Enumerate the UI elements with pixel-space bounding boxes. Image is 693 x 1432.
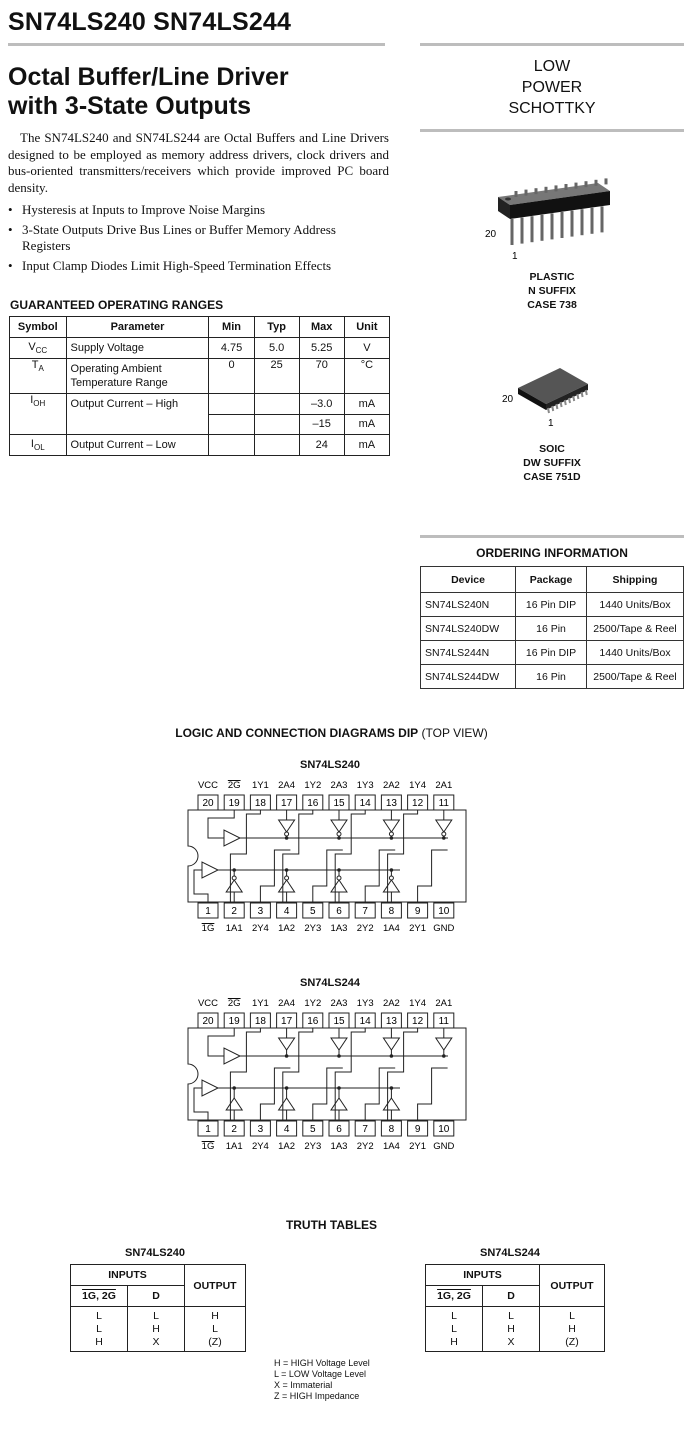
pin-label: 1Y3 <box>356 998 374 1009</box>
shipping-cell: 1440 Units/Box <box>587 593 684 617</box>
table-row <box>421 641 684 665</box>
max-cell: 70 <box>299 359 344 394</box>
max-cell: 24 <box>299 435 344 456</box>
soic-lead <box>548 408 549 413</box>
pin-number: 11 <box>438 798 449 809</box>
pin-number: 12 <box>412 1016 424 1027</box>
junction-dot <box>232 868 236 872</box>
pin-number: 20 <box>202 798 214 809</box>
pin-label: 1G <box>201 1141 215 1152</box>
sn74ls244-connection-diagram <box>180 992 480 1157</box>
pin-label: 2Y1 <box>409 1141 427 1152</box>
soic-lead <box>552 406 553 411</box>
symbol-cell: $I_{OH}$ <box>10 394 67 415</box>
pin-number: 7 <box>362 906 368 917</box>
junction-dot <box>337 868 341 872</box>
pin-number: 4 <box>283 906 290 917</box>
feature-item <box>8 202 368 219</box>
inputs-header: INPUTS <box>426 1265 540 1286</box>
typ-cell: 5.0 <box>254 338 299 359</box>
pin-label: 2A2 <box>382 998 400 1009</box>
ordering-table <box>420 566 684 689</box>
table-row <box>421 665 684 689</box>
soic-lead <box>573 396 574 401</box>
pin-label: 1Y4 <box>409 780 427 791</box>
col-header: Unit <box>344 317 389 338</box>
description-paragraph: The SN74LS240 and SN74LS244 are Octal Buffers and Line Drivers designed to be employed as memory address drivers, clock drivers and bus-oriented transmitters/receivers which provide improved PC board density. <box>8 130 389 195</box>
pin-label: 2A4 <box>278 780 296 791</box>
buffer-gate <box>383 1038 399 1050</box>
legend-line: Z = HIGH Impedance <box>274 1391 360 1401</box>
pin-label: 1A4 <box>382 923 400 934</box>
parameter-cell: Output Current – Low <box>66 435 209 456</box>
parameter-cell: Supply Voltage <box>66 338 209 359</box>
pin-label: 2Y3 <box>304 1141 322 1152</box>
operating-ranges-title: GUARANTEED OPERATING RANGES <box>10 298 224 312</box>
soic-package-illustration <box>498 360 608 432</box>
pin-number: 13 <box>385 798 397 809</box>
inverter-bubble <box>232 876 236 880</box>
symbol-cell: $V_{CC}$ <box>10 338 67 359</box>
buffer-gate <box>331 1098 347 1110</box>
ordering-title: ORDERING INFORMATION <box>476 546 628 560</box>
operating-ranges-table <box>9 316 390 456</box>
logic-title <box>0 726 663 740</box>
bullet-icon: • <box>8 202 13 217</box>
truth-table-name: SN74LS244 <box>480 1247 540 1259</box>
device-cell: SN74LS240N <box>421 593 516 617</box>
buffer-gate <box>279 820 295 832</box>
soic-pin-label: 1 <box>548 418 554 429</box>
bullet-icon: • <box>8 257 13 273</box>
unit-cell: mA <box>344 394 389 415</box>
pin-number: 16 <box>307 798 319 809</box>
signal-wire <box>260 1068 290 1121</box>
buffer-gate <box>226 1098 242 1110</box>
pin-label: 2G <box>227 780 241 791</box>
caption-line: PLASTIC <box>529 271 575 283</box>
junction-dot <box>232 1086 236 1090</box>
pin-number: 3 <box>257 1124 264 1135</box>
truth-cell: L H X <box>128 1307 185 1352</box>
pin-label: 1Y1 <box>251 998 269 1009</box>
inverter-bubble <box>389 832 393 836</box>
logic-title-text: LOGIC AND CONNECTION DIAGRAMS DIP <box>175 726 419 740</box>
typ-cell <box>254 394 299 415</box>
buffer-gate <box>279 1098 295 1110</box>
enable-buffer <box>202 862 218 878</box>
document-title: SN74LS240 SN74LS244 <box>8 8 292 36</box>
pin-number: 17 <box>281 798 293 809</box>
pin-number: 18 <box>254 1016 266 1027</box>
pin-label: 2G <box>227 998 241 1009</box>
pin-label: 1A2 <box>278 1141 296 1152</box>
pin-label: 2Y2 <box>356 1141 374 1152</box>
buffer-gate <box>383 820 399 832</box>
pin-label: VCC <box>197 998 219 1009</box>
pin-number: 10 <box>438 1124 450 1135</box>
feature-text: Hysteresis at Inputs to Improve Noise Margins <box>22 202 266 217</box>
signal-wire <box>418 1068 448 1121</box>
max-cell: 5.25 <box>299 338 344 359</box>
pin-number: 7 <box>362 1124 368 1135</box>
pin-label: 1Y3 <box>356 780 374 791</box>
caption-line: CASE 738 <box>527 299 577 311</box>
inverter-bubble <box>285 832 289 836</box>
table-row <box>10 359 390 394</box>
device-cell: SN74LS240DW <box>421 617 516 641</box>
typ-cell <box>254 414 299 435</box>
truth-cell: L L H <box>426 1307 483 1352</box>
table-row <box>421 617 684 641</box>
dip-caption <box>492 270 612 312</box>
junction-dot <box>285 1086 289 1090</box>
feature-list <box>8 202 368 274</box>
soic-pin-label: 20 <box>502 394 514 405</box>
truth-cell: L H X <box>483 1307 540 1352</box>
signal-wire <box>313 1068 343 1121</box>
pin-number: 17 <box>281 1016 293 1027</box>
col-header: Min <box>209 317 254 338</box>
junction-dot <box>285 868 289 872</box>
enable-buffer <box>202 1080 218 1096</box>
pin-label: 1Y1 <box>251 780 269 791</box>
buffer-gate <box>436 820 452 832</box>
parameter-cell: Output Current – High <box>66 394 209 415</box>
data-col-header: D <box>483 1286 540 1307</box>
buffer-gate <box>331 880 347 892</box>
junction-dot <box>390 1054 394 1058</box>
family-line: LOW <box>533 58 571 75</box>
package-cell: 16 Pin DIP <box>516 593 587 617</box>
pin-number: 2 <box>231 1124 237 1135</box>
table-row <box>421 593 684 617</box>
inverter-bubble <box>389 876 393 880</box>
typ-cell <box>254 435 299 456</box>
enable-buffer <box>224 1048 240 1064</box>
diagram-title: SN74LS240 <box>300 759 360 771</box>
feature-text: Input Clamp Diodes Limit High-Speed Termination Effects <box>22 257 332 273</box>
buffer-gate <box>383 1098 399 1110</box>
junction-dot <box>337 1086 341 1090</box>
pin-label: 2Y4 <box>251 923 269 934</box>
typ-cell: 25 <box>254 359 299 394</box>
pin-label: 1Y2 <box>304 780 322 791</box>
pin-label: 2Y1 <box>409 923 427 934</box>
pin-label: 1A3 <box>330 923 348 934</box>
unit-cell: mA <box>344 414 389 435</box>
signal-wire <box>418 850 448 903</box>
pin-label: 1A4 <box>382 1141 400 1152</box>
data-col-header: D <box>128 1286 185 1307</box>
enable-buffer <box>224 830 240 846</box>
package-cell: 16 Pin <box>516 665 587 689</box>
pin-label: 1A2 <box>278 923 296 934</box>
feature-item <box>8 258 368 275</box>
side-rule-top <box>420 43 684 46</box>
main-title-line: Octal Buffer/Line Driver <box>8 63 289 91</box>
col-header: Typ <box>254 317 299 338</box>
package-cell: 16 Pin DIP <box>516 641 587 665</box>
shipping-cell: 2500/Tape & Reel <box>587 617 684 641</box>
device-cell: SN74LS244DW <box>421 665 516 689</box>
shipping-cell: 1440 Units/Box <box>587 641 684 665</box>
logic-title-suffix: (TOP VIEW) <box>421 726 488 740</box>
soic-lead <box>586 390 587 395</box>
pin-label: 2Y3 <box>304 923 322 934</box>
buffer-gate <box>279 1038 295 1050</box>
buffer-gate <box>331 1038 347 1050</box>
pin-label: VCC <box>197 780 219 791</box>
symbol-cell: $I_{OL}$ <box>10 435 67 456</box>
pin-number: 14 <box>359 798 371 809</box>
soic-lead <box>582 392 583 397</box>
min-cell <box>209 414 254 435</box>
main-title <box>8 63 289 121</box>
caption-line: N SUFFIX <box>528 285 576 297</box>
title-rule <box>8 43 385 46</box>
pin-number: 4 <box>283 1124 290 1135</box>
pin-number: 16 <box>307 1016 319 1027</box>
junction-dot <box>390 836 394 840</box>
pin-number: 10 <box>438 906 450 917</box>
symbol-cell <box>10 414 67 435</box>
feature-text: 3-State Outputs Drive Bus Lines or Buffer Memory Address Registers <box>22 221 336 253</box>
ordering-rule <box>420 535 684 538</box>
dip-package-illustration <box>480 175 620 265</box>
truth-cell: L H (Z) <box>540 1307 605 1352</box>
pin-number: 1 <box>205 1124 211 1135</box>
pin-number: 6 <box>336 906 342 917</box>
output-header: OUTPUT <box>540 1265 605 1307</box>
pin-label: 1A3 <box>330 1141 348 1152</box>
parameter-cell <box>66 414 209 435</box>
pin-number: 6 <box>336 1124 342 1135</box>
min-cell <box>209 435 254 456</box>
pin-label: 2A2 <box>382 780 400 791</box>
junction-dot <box>390 1086 394 1090</box>
buffer-gate <box>226 880 242 892</box>
enable-col-header <box>426 1286 483 1307</box>
caption-line: DW SUFFIX <box>523 457 581 469</box>
junction-dot <box>442 836 446 840</box>
pin-label: 2Y4 <box>251 1141 269 1152</box>
pin-number: 20 <box>202 1016 214 1027</box>
shipping-cell: 2500/Tape & Reel <box>587 665 684 689</box>
truth-table-240 <box>70 1264 246 1352</box>
buffer-gate <box>383 880 399 892</box>
col-header: Symbol <box>10 317 67 338</box>
min-cell <box>209 394 254 415</box>
pin-number: 9 <box>414 906 421 917</box>
family-line: POWER <box>521 79 583 96</box>
pin-label: 2Y2 <box>356 923 374 934</box>
pin-number: 9 <box>414 1124 421 1135</box>
unit-cell: °C <box>344 359 389 394</box>
pin-number: 8 <box>388 1124 395 1135</box>
main-title-line: with 3-State Outputs <box>8 92 252 120</box>
legend-line: X = Immaterial <box>274 1380 333 1390</box>
junction-dot <box>285 836 289 840</box>
inverter-bubble <box>337 876 341 880</box>
buffer-gate <box>279 880 295 892</box>
soic-lead <box>565 400 566 405</box>
truth-table-name: SN74LS240 <box>125 1247 185 1259</box>
buffer-gate <box>436 1038 452 1050</box>
symbol-cell: $T_A$ <box>10 359 67 394</box>
pin-label: 2A1 <box>435 998 453 1009</box>
truth-table-244 <box>425 1264 605 1352</box>
table-row <box>10 394 390 415</box>
unit-cell: mA <box>344 435 389 456</box>
dip-pin-label: 20 <box>485 229 497 240</box>
buffer-gate <box>331 820 347 832</box>
family-box <box>420 56 684 119</box>
pin-label: 1Y4 <box>409 998 427 1009</box>
junction-dot <box>442 1054 446 1058</box>
pin-label: 2A3 <box>330 998 348 1009</box>
inverter-bubble <box>337 832 341 836</box>
table-row <box>10 338 390 359</box>
enable-col-header <box>71 1286 128 1307</box>
inputs-header: INPUTS <box>71 1265 185 1286</box>
soic-caption <box>492 442 612 484</box>
pin-number: 14 <box>359 1016 371 1027</box>
pin-number: 13 <box>385 1016 397 1027</box>
dip-pin-label: 1 <box>512 251 518 262</box>
pin-number: 5 <box>310 906 316 917</box>
junction-dot <box>285 1054 289 1058</box>
col-header: Device <box>421 567 516 593</box>
enable-col-label: 1G, 2G <box>437 1290 471 1302</box>
pin-label: 1A1 <box>225 1141 243 1152</box>
output-header: OUTPUT <box>185 1265 246 1307</box>
pin-label: 1G <box>201 923 215 934</box>
caption-line: CASE 751D <box>523 471 581 483</box>
min-cell: 4.75 <box>209 338 254 359</box>
enable-col-label: 1G, 2G <box>82 1290 116 1302</box>
parameter-cell: Operating Ambient Temperature Range <box>66 359 209 394</box>
junction-dot <box>337 1054 341 1058</box>
table-row <box>10 414 390 435</box>
soic-lead <box>569 398 570 403</box>
pin-number: 19 <box>228 798 240 809</box>
side-rule-bottom <box>420 129 684 132</box>
col-header: Package <box>516 567 587 593</box>
min-cell: 0 <box>209 359 254 394</box>
pin-number: 2 <box>231 906 237 917</box>
truth-legend <box>274 1358 370 1402</box>
soic-lead <box>577 394 578 399</box>
feature-item <box>8 222 368 255</box>
pin-number: 12 <box>412 798 424 809</box>
soic-lead <box>561 402 562 407</box>
pin-number: 3 <box>257 906 264 917</box>
truth-cell: L L H <box>71 1307 128 1352</box>
pin-number: 11 <box>438 1016 449 1027</box>
pin-label: 1A1 <box>225 923 243 934</box>
legend-line: L = LOW Voltage Level <box>274 1369 366 1379</box>
legend-line: H = HIGH Voltage Level <box>274 1358 370 1368</box>
truth-title: TRUTH TABLES <box>285 1218 378 1232</box>
signal-wire <box>365 1068 395 1121</box>
caption-line: SOIC <box>539 443 565 455</box>
pin-number: 18 <box>254 798 266 809</box>
inverter-bubble <box>285 876 289 880</box>
sn74ls240-connection-diagram <box>180 774 480 939</box>
pin-label: 2A3 <box>330 780 348 791</box>
pin-number: 15 <box>333 798 345 809</box>
unit-cell: V <box>344 338 389 359</box>
soic-lead <box>556 404 557 409</box>
pin-number: 19 <box>228 1016 240 1027</box>
pin-number: 5 <box>310 1124 316 1135</box>
family-line: SCHOTTKY <box>508 100 596 117</box>
device-cell: SN74LS244N <box>421 641 516 665</box>
pin-label: GND <box>433 923 455 934</box>
col-header: Parameter <box>66 317 209 338</box>
max-cell: –15 <box>299 414 344 435</box>
junction-dot <box>337 836 341 840</box>
pin-number: 8 <box>388 906 395 917</box>
pin-label: 2A4 <box>278 998 296 1009</box>
col-header: Max <box>299 317 344 338</box>
pin-label: 2A1 <box>435 780 453 791</box>
pin-number: 1 <box>205 906 211 917</box>
inverter-bubble <box>442 832 446 836</box>
pin-label: GND <box>433 1141 455 1152</box>
table-row <box>10 435 390 456</box>
junction-dot <box>390 868 394 872</box>
bullet-icon: • <box>8 221 13 237</box>
diagram-title: SN74LS244 <box>300 977 360 989</box>
package-cell: 16 Pin <box>516 617 587 641</box>
max-cell: –3.0 <box>299 394 344 415</box>
pin-number: 15 <box>333 1016 345 1027</box>
pin-label: 1Y2 <box>304 998 322 1009</box>
truth-cell: H L (Z) <box>185 1307 246 1352</box>
col-header: Shipping <box>587 567 684 593</box>
